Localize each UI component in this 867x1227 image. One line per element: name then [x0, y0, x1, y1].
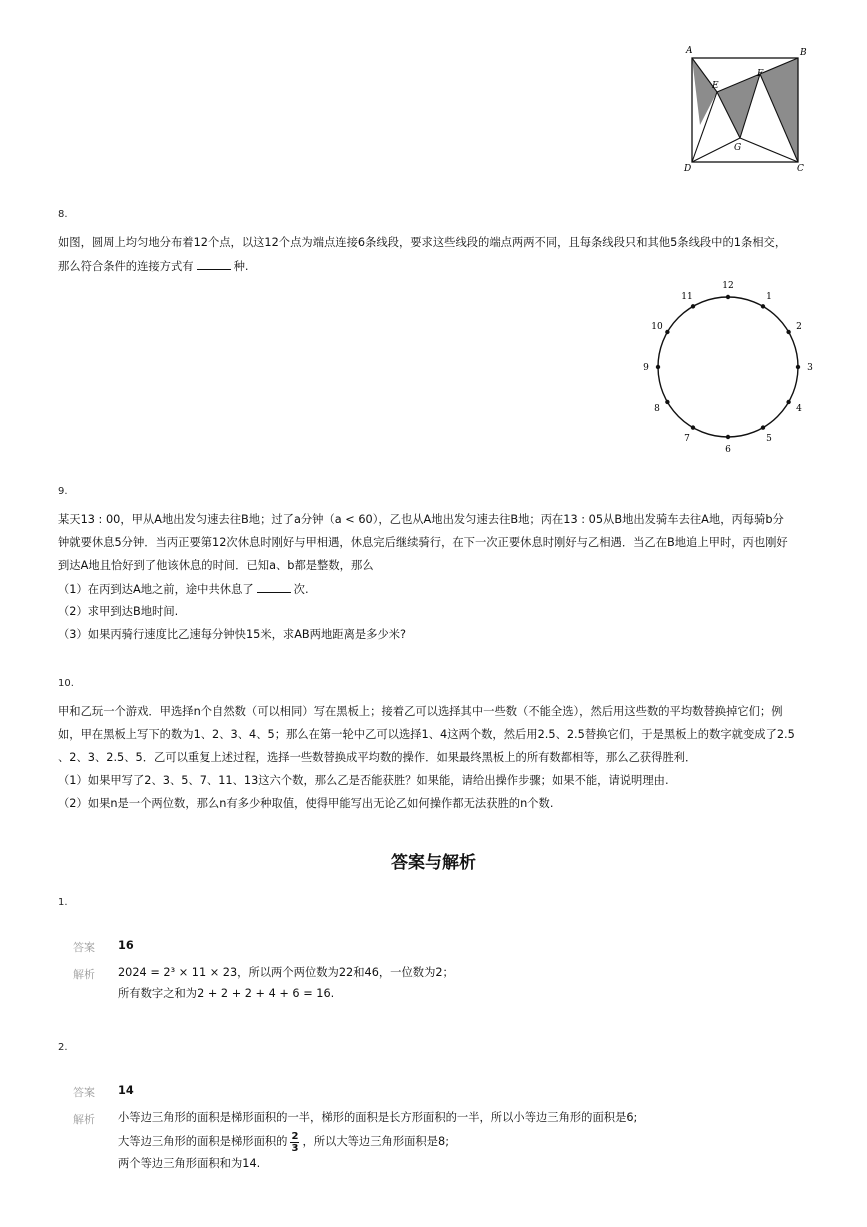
question-8-line-2 — [58, 259, 248, 274]
circle-point — [691, 425, 695, 429]
circle-point — [726, 295, 730, 299]
circle-point — [665, 330, 669, 334]
circle-point-label: 9 — [643, 363, 649, 373]
question-9-line-3: 到达A地且恰好到了他该休息的时间．已知a、b都是整数，那么 — [58, 559, 374, 572]
circle-point — [761, 425, 765, 429]
circle-point-label: 8 — [654, 404, 660, 414]
answer-blank — [257, 582, 291, 593]
circle-point-label: 4 — [796, 404, 802, 414]
question-10-number: 10. — [58, 678, 74, 689]
analysis-2-line-2-a: 大等边三角形的面积是梯形面积的 — [118, 1135, 288, 1148]
question-8-line-1: 如图，圆周上均匀地分布着12个点，以这12个点为端点连接6条线段，要求这些线段的端点两两不同，且每条线段只和其他5条线段中的1条相交， — [58, 236, 787, 249]
shaded-region-left — [692, 58, 717, 125]
question-9-part-1-b: 次. — [293, 583, 309, 596]
question-10-line-1: 甲和乙玩一个游戏．甲选择n个自然数（可以相同）写在黑板上；接着乙可以选择其中一些数（不能全选），然后用这些数的平均数替换掉它们；例 — [58, 705, 783, 718]
question-8-number: 8. — [58, 209, 68, 220]
circle-point-label: 10 — [651, 322, 663, 332]
analysis-2-label: 解析 — [73, 1113, 95, 1126]
question-8-line-2-b: 种. — [233, 260, 249, 273]
fraction-numerator: 2 — [291, 1130, 299, 1142]
circle-point-label: 2 — [796, 322, 802, 332]
label-C: C — [797, 164, 804, 174]
question-9-part-2: （2）求甲到达B地时间. — [58, 605, 179, 618]
circle-point — [656, 365, 660, 369]
analysis-1-line-1: 2024 = 2³ × 11 × 23，所以两个两位数为22和46，一位数为2； — [118, 966, 454, 979]
circle-figure — [640, 280, 815, 455]
question-9-number: 9. — [58, 486, 68, 497]
label-A: A — [686, 46, 693, 56]
answer-blank — [197, 259, 231, 270]
answer-1-label: 答案 — [73, 941, 95, 954]
question-9-line-2: 钟就要休息5分钟．当丙正要第12次休息时刚好与甲相遇，休息完后继续骑行，在下一次正要休息时刚好与乙相遇．当乙在B地追上甲时，丙也刚好 — [58, 536, 788, 549]
circle-outline — [658, 297, 798, 437]
answers-section-title: 答案与解析 — [391, 853, 476, 873]
label-E: E — [712, 81, 719, 91]
answer-2-label: 答案 — [73, 1086, 95, 1099]
circle-point-label: 1 — [766, 291, 772, 302]
shaded-region-right — [760, 58, 798, 162]
circle-point — [726, 435, 730, 439]
label-B: B — [800, 48, 807, 58]
circle-point-label: 5 — [766, 434, 772, 445]
question-10-line-3: 、2、3、2.5、5．乙可以重复上述过程，选择一些数替换成平均数的操作．如果最终黑板上的所有数都相等，那么乙获得胜利． — [58, 751, 697, 764]
analysis-2-line-2-b: ，所以大等边三角形面积是8; — [302, 1135, 449, 1148]
circle-point — [665, 400, 669, 404]
analysis-2-line-2 — [118, 1128, 449, 1156]
question-10-part-1: （1）如果甲写了2、3、5、7、11、13这六个数，那么乙是否能获胜？如果能，请给出操作步骤；如果不能，请说明理由. — [58, 774, 669, 787]
circle-point-label: 12 — [722, 281, 734, 291]
analysis-1-line-2: 所有数字之和为2 + 2 + 2 + 4 + 6 = 16. — [118, 987, 335, 1000]
question-9-part-1 — [58, 582, 309, 597]
answer-1-value: 16 — [118, 939, 134, 952]
analysis-2-line-3: 两个等边三角形面积和为14. — [118, 1157, 261, 1170]
circle-point — [786, 330, 790, 334]
label-F: F — [757, 69, 764, 79]
circle-point-label: 3 — [807, 363, 813, 373]
circle-point — [796, 365, 800, 369]
circle-point — [761, 304, 765, 308]
label-D: D — [684, 164, 692, 174]
circle-point — [691, 304, 695, 308]
analysis-1-label: 解析 — [73, 968, 95, 981]
question-9-line-1: 某天13 : 00，甲从A地出发匀速去往B地；过了a分钟（a < 60），乙也从A地出发匀速去往B地；丙在13 : 05从B地出发骑车去往A地，丙每骑b分 — [58, 513, 784, 526]
square-figure — [680, 40, 810, 175]
question-10-part-2: （2）如果n是一个两位数，那么n有多少种取值，使得甲能写出无论乙如何操作都无法获胜的n个数. — [58, 797, 554, 810]
circle-point-label: 11 — [681, 291, 693, 302]
question-9-part-3: （3）如果丙骑行速度比乙速每分钟快15米，求AB两地距离是多少米? — [58, 628, 407, 641]
label-G: G — [734, 143, 742, 153]
question-9-part-1-a: （1）在丙到达A地之前，途中共休息了 — [58, 583, 254, 596]
question-8-line-2-a: 那么符合条件的连接方式有 — [58, 260, 194, 273]
fraction — [290, 1131, 299, 1154]
answer-1-number: 1. — [58, 897, 68, 908]
answer-2-number: 2. — [58, 1042, 68, 1053]
circle-point-label: 7 — [684, 434, 690, 445]
question-10-line-2: 如，甲在黑板上写下的数为1、2、3、4、5；那么在第一轮中乙可以选择1、4这两个数，然后用2.5、2.5替换它们，于是黑板上的数字就变成了2.5 — [58, 728, 795, 741]
fraction-denominator: 3 — [291, 1142, 299, 1154]
circle-point-label: 6 — [725, 445, 731, 455]
circle-point — [786, 400, 790, 404]
answer-2-value: 14 — [118, 1084, 134, 1097]
analysis-2-line-1: 小等边三角形的面积是梯形面积的一半，梯形的面积是长方形面积的一半，所以小等边三角形的面积是6; — [118, 1111, 638, 1124]
